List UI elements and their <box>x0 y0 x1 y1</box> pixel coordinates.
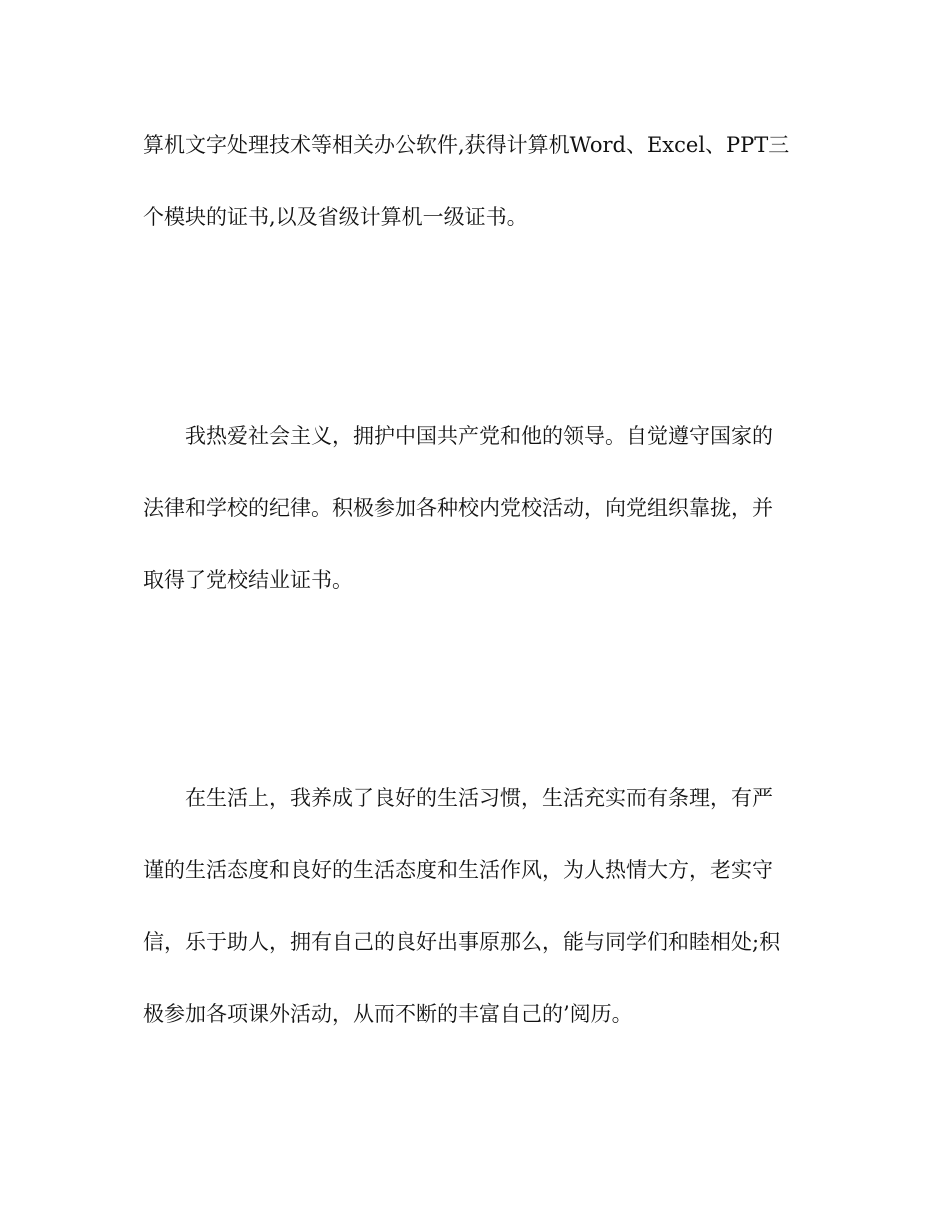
text-line: 我热爱社会主义，拥护中国共产党和他的领导。自觉遵守国家的 <box>185 424 773 448</box>
text-line: 极参加各项课外活动，从而不断的丰富自己的’阅历。 <box>143 1002 633 1026</box>
text-line: 个模块的证书,以及省级计算机一级证书。 <box>143 205 528 229</box>
text-line: 信，乐于助人，拥有自己的良好出事原那么，能与同学们和睦相处;积 <box>143 930 781 954</box>
text-line: 算机文字处理技术等相关办公软件,获得计算机Word、Excel、PPT三 <box>143 133 790 157</box>
text-line: 谨的生活态度和良好的生活态度和生活作风，为人热情大方，老实守 <box>143 858 773 882</box>
text-line: 取得了党校结业证书。 <box>143 568 353 592</box>
text-line: 法律和学校的纪律。积极参加各种校内党校活动，向党组织靠拢，并 <box>143 496 773 520</box>
text-line: 在生活上，我养成了良好的生活习惯，生活充实而有条理，有严 <box>185 786 773 810</box>
